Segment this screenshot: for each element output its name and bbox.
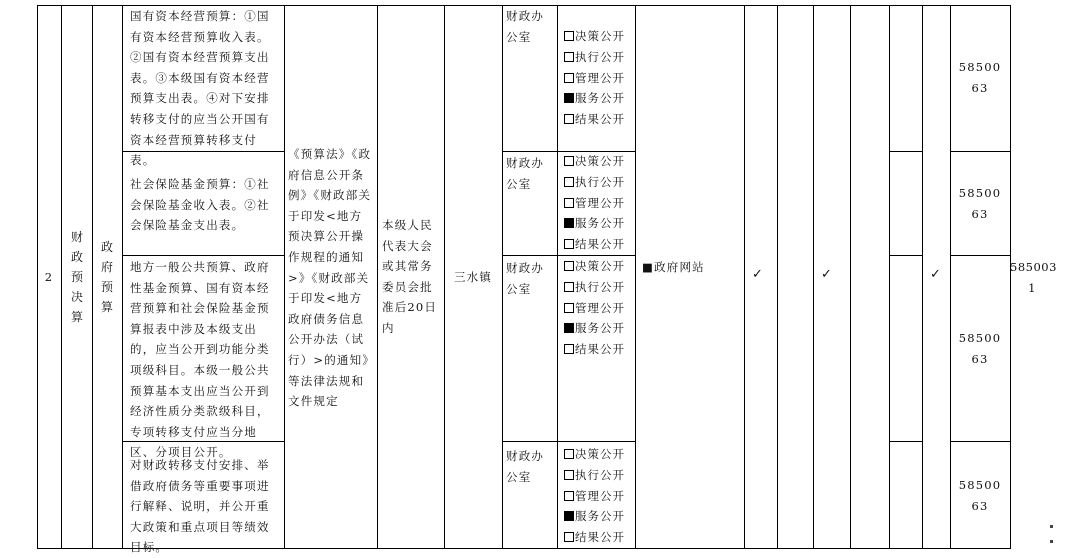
phone-cell-3: 58500 63 — [958, 331, 1002, 366]
content-cell-1: 国有资本经营预算：①国有资本经营预算收入表。②国有资本经营预算支出表。③本级国有资本经营预算支出表。④对下安排转移支付的应当公开国有资本经营预算转移支付表。 — [130, 9, 270, 168]
category-label: 财 政 预 决 算 — [70, 230, 83, 324]
option-label: 服务公开 — [575, 509, 625, 524]
checked-box-icon — [564, 511, 574, 521]
column-divider — [92, 5, 93, 549]
dept-cell-2: 财政办公室 — [506, 156, 545, 191]
option-item — [564, 88, 625, 109]
option-item — [564, 26, 625, 47]
phone-cell-1: 58500 63 — [958, 60, 1002, 95]
option-item — [564, 213, 625, 234]
option-item — [564, 486, 625, 507]
unchecked-box-icon — [564, 73, 574, 83]
option-item — [564, 47, 625, 68]
option-item — [564, 234, 625, 255]
channel-label: ■政府网站 — [642, 260, 705, 274]
unchecked-box-icon — [564, 156, 574, 166]
option-label: 结果公开 — [575, 237, 625, 252]
check-mark-2: ✓ — [821, 267, 832, 282]
unchecked-box-icon — [564, 491, 574, 501]
option-item — [564, 109, 625, 130]
option-label: 结果公开 — [575, 530, 625, 545]
option-item — [564, 172, 625, 193]
option-label: 决策公开 — [575, 259, 625, 273]
options-list-2 — [564, 151, 625, 255]
row-index: 2 — [44, 270, 54, 284]
dept-cell-1: 财政办公室 — [506, 9, 545, 44]
unchecked-box-icon — [564, 177, 574, 187]
content-cell-3: 地方一般公共预算、政府性基金预算、国有资本经营预算和社会保险基金预算报表中涉及本级支出的，应当公开到功能分类项级科目。本级一般公共预算基本支出应当公开到经济性质分类款级科目，专项转移支付应当分地区、分项目公开。 — [130, 260, 270, 460]
scan-mark — [1050, 540, 1053, 543]
options-list-3 — [564, 256, 625, 360]
unchecked-box-icon — [564, 198, 574, 208]
scan-mark — [1050, 525, 1053, 528]
option-label: 执行公开 — [575, 174, 625, 189]
content-cell-4: 对财政转移支付安排、举借政府债务等重要事项进行解释、说明，并公开重大政策和重点项目等绩效目标。 — [130, 458, 270, 555]
row-divider — [889, 255, 922, 256]
checked-box-icon — [564, 218, 574, 228]
unchecked-box-icon — [564, 31, 574, 41]
option-label: 结果公开 — [575, 112, 625, 127]
options-list-4 — [564, 444, 625, 548]
option-item — [564, 68, 625, 89]
row-divider — [950, 441, 1010, 442]
column-divider — [557, 5, 558, 549]
dept-cell-4: 财政办公室 — [506, 449, 545, 484]
time-limit: 本级人民代表大会或其常务委员会批准后20日内 — [382, 218, 438, 335]
subcategory-label: 政 府 预 算 — [100, 240, 113, 314]
column-divider — [777, 5, 778, 549]
legal-basis: 《预算法》《政府信息公开条例》《财政部关于印发<地方预决算公开操作规程的通知>》《财政部关于印发<地方政府债务信息公开办法（试行）>的通知》等法律法规和文件规定 — [288, 147, 372, 409]
unchecked-box-icon — [564, 303, 574, 313]
column-divider — [922, 5, 923, 549]
option-item — [564, 465, 625, 486]
row-divider — [502, 441, 635, 442]
row-divider — [122, 255, 284, 256]
option-item — [564, 444, 625, 465]
column-divider — [377, 5, 378, 549]
unchecked-box-icon — [564, 532, 574, 542]
row-divider — [889, 441, 922, 442]
phone-cell-4: 58500 63 — [958, 478, 1002, 513]
column-divider — [635, 5, 636, 549]
option-label: 执行公开 — [575, 279, 625, 294]
subject: 三水镇 — [453, 270, 493, 284]
option-label: 执行公开 — [575, 49, 625, 64]
option-label: 管理公开 — [575, 300, 625, 315]
row-divider — [889, 151, 922, 152]
option-item — [564, 151, 625, 172]
option-item — [564, 256, 625, 277]
column-divider — [502, 5, 503, 549]
option-label: 服务公开 — [575, 216, 625, 231]
column-divider — [850, 5, 851, 549]
option-item — [564, 298, 625, 319]
check-mark-1: ✓ — [752, 267, 763, 282]
unchecked-box-icon — [564, 114, 574, 124]
dept-cell-3: 财政办公室 — [506, 261, 545, 296]
checked-box-icon — [564, 323, 574, 333]
unchecked-box-icon — [564, 344, 574, 354]
column-divider — [889, 5, 890, 549]
disclosure-table — [37, 5, 1057, 555]
unchecked-box-icon — [564, 282, 574, 292]
options-list-1 — [564, 26, 625, 130]
option-item — [564, 318, 625, 339]
option-label: 管理公开 — [575, 488, 625, 503]
column-divider — [61, 5, 62, 549]
option-label: 服务公开 — [575, 91, 625, 106]
option-label: 决策公开 — [575, 29, 625, 43]
unchecked-box-icon — [564, 470, 574, 480]
option-item — [564, 506, 625, 527]
option-label: 决策公开 — [575, 154, 625, 168]
unchecked-box-icon — [564, 449, 574, 459]
option-label: 执行公开 — [575, 467, 625, 482]
option-label: 决策公开 — [575, 447, 625, 461]
unchecked-box-icon — [564, 239, 574, 249]
phone-total: 585003 1 — [1010, 260, 1057, 295]
option-label: 结果公开 — [575, 342, 625, 357]
column-divider — [744, 5, 745, 549]
check-mark-3: ✓ — [930, 267, 941, 282]
column-divider — [284, 5, 285, 549]
option-item — [564, 193, 625, 214]
checked-box-icon — [564, 93, 574, 103]
option-item — [564, 339, 625, 360]
row-divider — [950, 151, 1010, 152]
option-item — [564, 527, 625, 548]
row-divider — [950, 255, 1010, 256]
option-item — [564, 277, 625, 298]
option-label: 管理公开 — [575, 70, 625, 85]
phone-cell-2: 58500 63 — [958, 186, 1002, 221]
column-divider — [813, 5, 814, 549]
unchecked-box-icon — [564, 261, 574, 271]
content-cell-2: 社会保险基金预算：①社会保险基金收入表。②社会保险基金支出表。 — [130, 177, 270, 233]
option-label: 服务公开 — [575, 321, 625, 336]
column-divider — [122, 5, 123, 549]
option-label: 管理公开 — [575, 195, 625, 210]
unchecked-box-icon — [564, 52, 574, 62]
